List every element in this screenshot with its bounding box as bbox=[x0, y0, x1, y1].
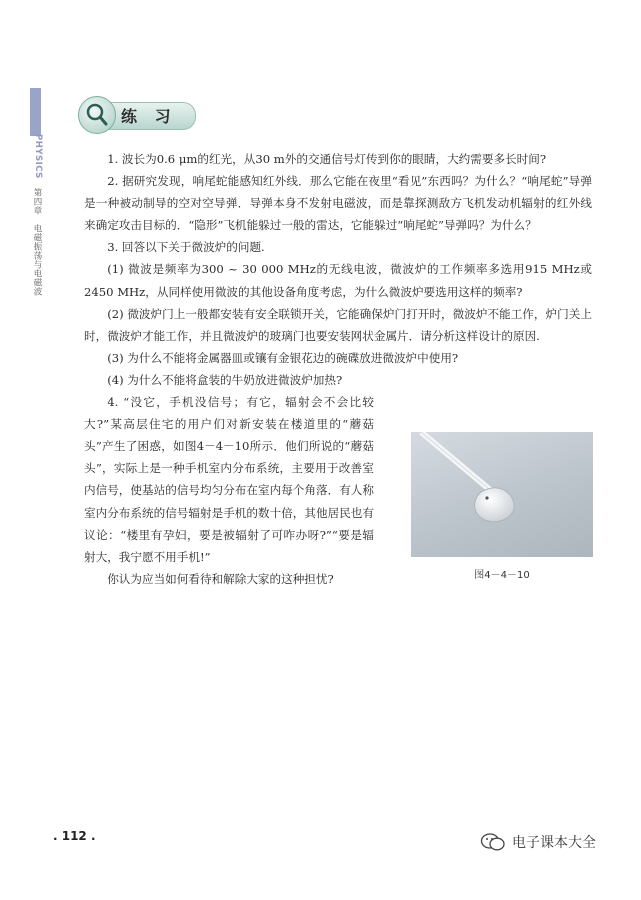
side-physics-label: PHYSICS bbox=[33, 134, 43, 179]
page-number: . 112 . bbox=[53, 829, 96, 843]
figure-photo bbox=[411, 432, 593, 557]
watermark-text: 电子课本大全 bbox=[512, 835, 596, 851]
question-3-part-3: (3) 为什么不能将金属器皿或镶有金银花边的碗碟放进微波炉中使用? bbox=[107, 350, 459, 365]
watermark bbox=[480, 832, 596, 852]
question-4-prompt: 你认为应当如何看待和解除大家的这种担忧? bbox=[107, 571, 334, 586]
question-4: 4. “没它，手机没信号；有它，辐射会不会比较大?”某高层住宅的用户们对新安装在楼道里的“蘑菇头”产生了困惑，如图4－4－10所示．他们所说的“蘑菇头”，实际上是一种手机室内分布系统，主要用于改善室内信号，使基站的信号均匀分布在室内每个角落．有人称室内分布系统的信号辐射是手机的数十倍，其他居民也有议论：“楼里有孕妇，要是被辐射了可咋办呀?”“要是辐射大，我宁愿不用手机!” bbox=[84, 395, 374, 564]
section-title: 练 习 bbox=[121, 107, 177, 126]
question-3-part-4: (4) 为什么不能将盒装的牛奶放进微波炉加热? bbox=[107, 372, 343, 387]
figure-caption: 图4－4－10 bbox=[474, 570, 530, 581]
question-3-part-1: (1) 微波是频率为300 ~ 30 000 MHz的无线电波，微波炉的工作频率多选用915 MHz或2450 MHz，从同样使用微波的其他设备角度考虑，为什么微波炉要选用这样的频率? bbox=[84, 262, 592, 299]
question-3-part-2: (2) 微波炉门上一般都安装有安全联锁开关，它能确保炉门打开时，微波炉不能工作，炉门关上时，微波炉才能工作，并且微波炉的玻璃门也要安装网状金属片．请分析这样设计的原因. bbox=[84, 306, 592, 343]
question-1: 1. 波长为0.6 μm的红光，从30 m外的交通信号灯传到你的眼睛，大约需要多长时间? bbox=[107, 152, 547, 166]
side-chapter-label: 第四章 电磁振荡与电磁波 bbox=[32, 188, 42, 296]
question-3-intro: 3. 回答以下关于微波炉的问题. bbox=[107, 240, 265, 255]
question-2: 2. 据研究发现，响尾蛇能感知红外线．那么它能在夜里“看见”东西吗？为什么？“响尾蛇”导弹是一种被动制导的空对空导弹．导弹本身不发射电磁波，而是靠探测敌方飞机发动机辐射的红外线来确定攻击目标的．“隐形”飞机能躲过一般的雷达，它能躲过“响尾蛇”导弹吗？为什么？ bbox=[84, 174, 592, 233]
side-color-bar bbox=[30, 88, 41, 136]
magnifier-icon bbox=[78, 96, 116, 134]
wechat-icon bbox=[480, 832, 506, 852]
